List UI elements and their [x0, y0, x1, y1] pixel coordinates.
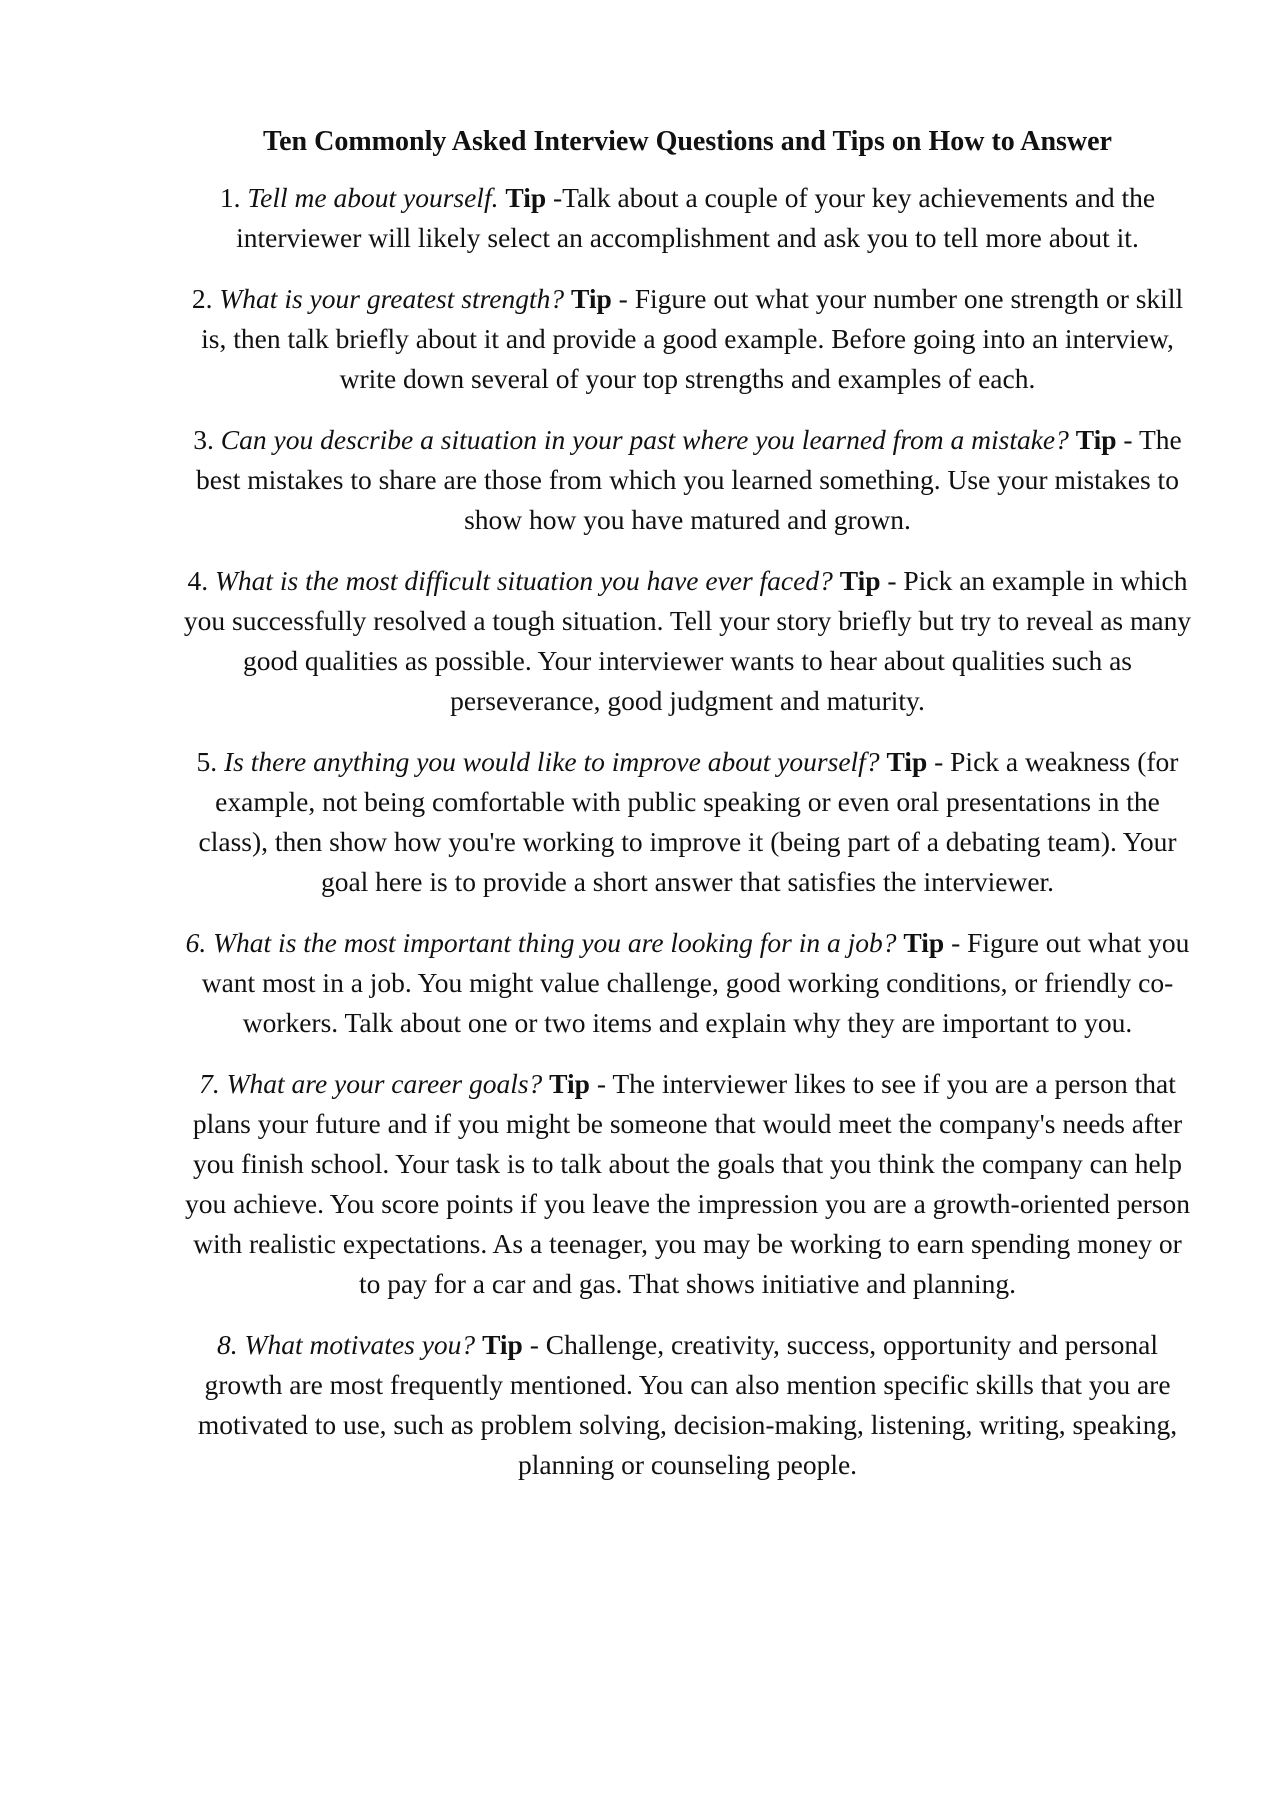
question-text: What motivates you?	[244, 1329, 476, 1360]
tip-label: Tip	[505, 182, 547, 213]
question-item	[180, 1325, 1195, 1485]
question-number: 1.	[219, 182, 241, 213]
tip-label: Tip	[839, 565, 881, 596]
question-item	[180, 742, 1195, 902]
document-page	[180, 122, 1195, 1506]
question-list	[180, 178, 1195, 1485]
question-item	[180, 279, 1195, 399]
tip-label: Tip	[571, 283, 612, 314]
tip-label: Tip	[482, 1329, 523, 1360]
tip-text: - The interviewer likes to see if you are a person that plans your future and if you might be someone that would meet the company's needs after you finish school. Your task is to talk about the goals that you think the company can help you achieve. You score points if you leave the impression you are a growth-oriented person with realistic expectations. As a teenager, you may be working to earn spending money or to pay for a car and gas. That shows initiative and planning.	[184, 1068, 1191, 1299]
tip-text: - Pick an example in which you successfully resolved a tough situation. Tell your story briefly but try to reveal as many good qualities as possible. Your interviewer wants to hear about qualities such as perseverance, good judgment and maturity.	[183, 565, 1192, 716]
question-text: Can you describe a situation in your past where you learned from a mistake?	[220, 424, 1069, 455]
question-number: 8.	[217, 1329, 238, 1360]
tip-text: - Pick a weakness (for example, not being comfortable with public speaking or even oral presentations in the class), then show how you're working to improve it (being part of a debating team). Your goal here is to provide a short answer that satisfies the interviewer.	[198, 746, 1179, 897]
question-item	[180, 178, 1195, 258]
question-number: 7.	[199, 1068, 220, 1099]
tip-label: Tip	[1075, 424, 1117, 455]
question-item	[180, 561, 1195, 721]
question-text: What is the most difficult situation you have ever faced?	[214, 565, 833, 596]
question-text: What is the most important thing you are looking for in a job?	[213, 927, 897, 958]
tip-label: Tip	[549, 1068, 590, 1099]
tip-label: Tip	[886, 746, 928, 777]
tip-text: -Talk about a couple of your key achievements and the interviewer will likely select an accomplishment and ask you to tell more about it.	[236, 182, 1156, 253]
question-item	[180, 923, 1195, 1043]
question-text: Tell me about yourself.	[247, 182, 499, 213]
tip-text: - The best mistakes to share are those from which you learned something. Use your mistakes to show how you have matured and grown.	[196, 424, 1182, 535]
question-number: 4.	[187, 565, 209, 596]
question-number: 3.	[193, 424, 214, 455]
document-title: Ten Commonly Asked Interview Questions and Tips on How to Answer	[263, 126, 1112, 157]
question-item	[180, 420, 1195, 540]
question-text: Is there anything you would like to improve about yourself?	[224, 746, 880, 777]
tip-text: - Challenge, creativity, success, opportunity and personal growth are most frequently mentioned. You can also mention specific skills that you are motivated to use, such as problem solving, decision-making, listening, writing, speaking, planning or counseling people.	[197, 1329, 1178, 1480]
question-text: What is your greatest strength?	[219, 283, 565, 314]
tip-text: - Figure out what your number one strength or skill is, then talk briefly about it and provide a good example. Before going into an interview, write down several of your top strengths and examples of each.	[201, 283, 1184, 394]
question-number: 2.	[191, 283, 213, 314]
question-item	[180, 1064, 1195, 1304]
question-number: 6.	[185, 927, 207, 958]
question-number: 5.	[196, 746, 218, 777]
question-text: What are your career goals?	[226, 1068, 543, 1099]
tip-text: - Figure out what you want most in a job. You might value challenge, good working conditions, or friendly co-workers. Talk about one or two items and explain why they are important to you.	[201, 927, 1190, 1038]
tip-label: Tip	[903, 927, 945, 958]
